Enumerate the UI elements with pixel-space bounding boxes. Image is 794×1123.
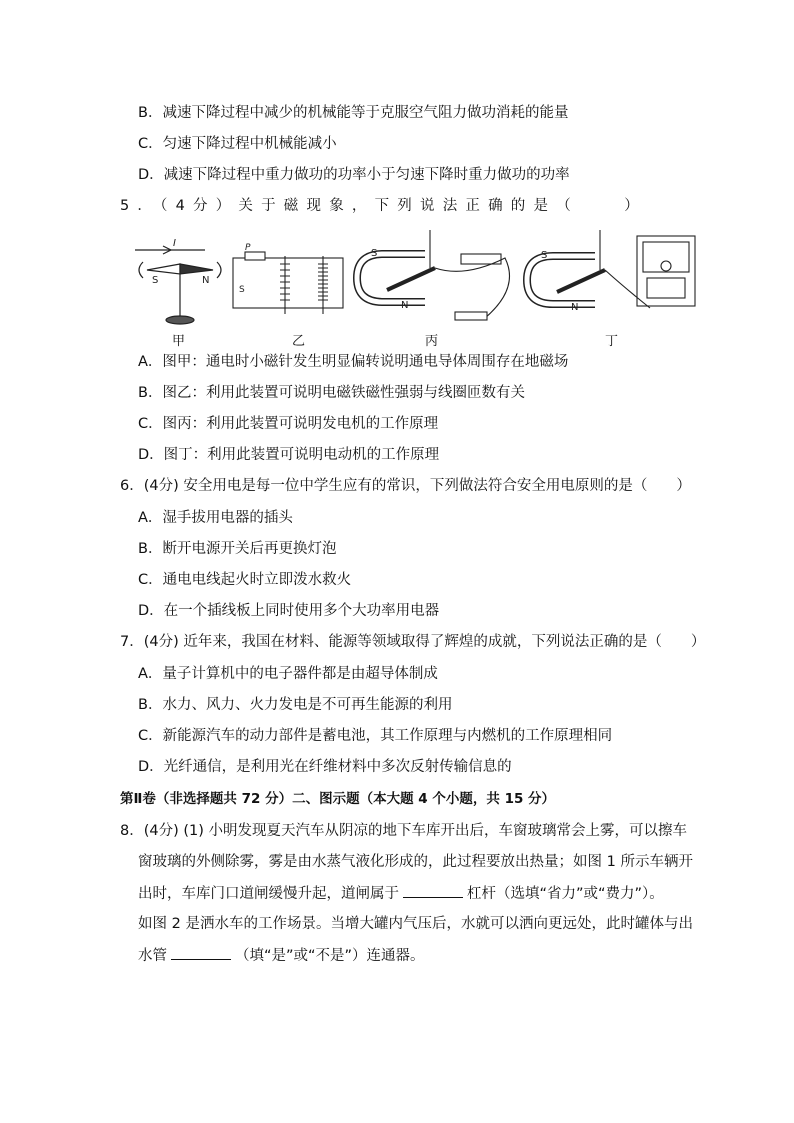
fig-yi-p-label: P: [245, 243, 251, 253]
q7-stem: 7．(4分) 近年来，我国在材料、能源等领域取得了辉煌的成就，下列说法正确的是（ ）: [120, 634, 706, 650]
figure-ding: [527, 230, 695, 308]
q6-stem: 6．(4分) 安全用电是每一位中学生应有的常识，下列做法符合安全用电原则的是（ ）: [120, 478, 691, 494]
figure-bing: [357, 230, 510, 320]
fig-jia-s-label: S: [152, 275, 159, 286]
q8-blank-1[interactable]: [403, 883, 463, 898]
fig-jia-n-label: N: [202, 275, 210, 286]
fig-ding-s-label: S: [541, 250, 548, 261]
q5-option-d: D．图丁：利用此装置可说明电动机的工作原理: [138, 447, 440, 463]
q5-option-a: A．图甲：通电时小磁针发生明显偏转说明通电导体周围存在地磁场: [138, 354, 569, 370]
q8-line-3b: 杠杆（选填“省力”或“费力”）。: [467, 886, 664, 902]
q6-option-a: A．湿手拔用电器的插头: [138, 510, 293, 526]
fig-jia-current-label: I: [173, 238, 176, 249]
fig-label-yi: 乙: [292, 334, 306, 349]
q8-line-2: 窗玻璃的外侧除雾，雾是由水蒸气液化形成的，此过程要放出热量；如图 1 所示车辆开: [138, 854, 693, 870]
q5-option-c: C．图丙：利用此装置可说明发电机的工作原理: [138, 416, 439, 432]
q5-option-b: B．图乙：利用此装置可说明电磁铁磁性强弱与线圈匝数有关: [138, 385, 525, 401]
q7-option-b: B．水力、风力、火力发电是不可再生能源的利用: [138, 697, 453, 713]
figure-yi: [233, 252, 343, 314]
q5-stem: 5．（4分）关于磁现象，下列说法正确的是（ ）: [120, 198, 647, 214]
q4-option-c: C．匀速下降过程中机械能减小: [138, 136, 337, 152]
q7-option-c: C．新能源汽车的动力部件是蓄电池，其工作原理与内燃机的工作原理相同: [138, 728, 613, 744]
q8-blank-2[interactable]: [171, 945, 231, 960]
fig-ding-n-label: N: [571, 302, 579, 313]
q7-option-d: D．光纤通信，是利用光在纤维材料中多次反射传输信息的: [138, 759, 512, 775]
q8-line-5b: （填“是”或“不是”）连通器。: [235, 948, 425, 964]
fig-label-jia: 甲: [172, 334, 186, 349]
q8-line-3a: 出时，车库门口道闸缓慢升起，道闸属于: [138, 886, 399, 902]
q8-line-3: [138, 883, 664, 904]
fig-label-bing: 丙: [425, 334, 439, 349]
section-header: 第Ⅱ卷（非选择题共 72 分）二、图示题（本大题 4 个小题，共 15 分）: [120, 791, 556, 807]
q8-line-1: 8．(4分) (1) 小明发现夏天汽车从阴凉的地下车库开出后，车窗玻璃常会上雾，可以擦车: [120, 823, 688, 839]
q8-line-4: 如图 2 是洒水车的工作场景。当增大罐内气压后，水就可以洒向更远处，此时罐体与出: [138, 916, 693, 932]
q7-option-a: A．量子计算机中的电子器件都是由超导体制成: [138, 666, 438, 682]
q8-line-5: [138, 945, 425, 966]
q4-option-d: D．减速下降过程中重力做功的功率小于匀速下降时重力做功的功率: [138, 167, 570, 183]
fig-label-ding: 丁: [605, 334, 619, 349]
q8-line-5a: 水管: [138, 948, 167, 964]
fig-bing-s-label: S: [371, 248, 378, 259]
q4-option-b: B．减速下降过程中减少的机械能等于克服空气阻力做功消耗的能量: [138, 105, 569, 121]
fig-yi-s-label: S: [239, 285, 245, 295]
q6-option-b: B．断开电源开关后再更换灯泡: [138, 541, 337, 557]
q6-option-d: D．在一个插线板上同时使用多个大功率用电器: [138, 603, 440, 619]
fig-bing-n-label: N: [401, 300, 409, 311]
q6-option-c: C．通电电线起火时立即泼水救火: [138, 572, 352, 588]
